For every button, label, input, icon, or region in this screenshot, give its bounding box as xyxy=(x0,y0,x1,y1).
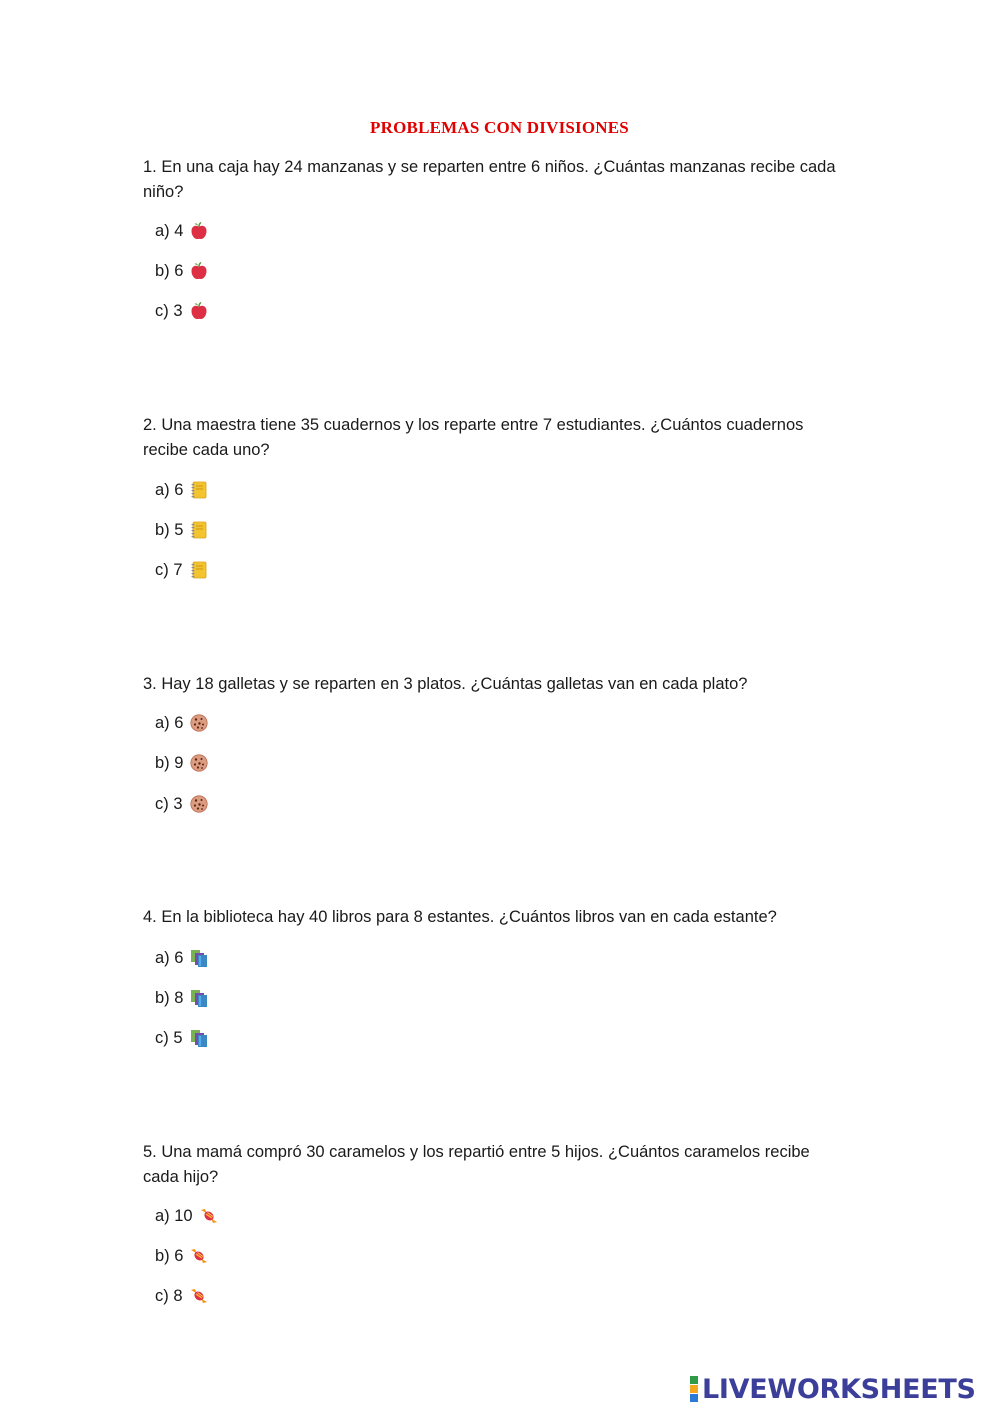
option-label: c) 5 xyxy=(155,1028,183,1047)
option-label: a) 10 xyxy=(155,1206,193,1225)
option-label: c) 7 xyxy=(155,560,183,579)
option-label: b) 6 xyxy=(155,261,184,280)
cookie-icon xyxy=(189,713,209,733)
option-label: c) 8 xyxy=(155,1286,183,1305)
cookie-icon xyxy=(189,753,209,773)
notebook-icon xyxy=(189,560,209,580)
candy-icon xyxy=(189,1286,209,1306)
option-label: c) 3 xyxy=(155,301,183,320)
question-5-option-a[interactable] xyxy=(155,1204,219,1228)
cookie-icon xyxy=(189,794,209,814)
option-label: a) 4 xyxy=(155,221,184,240)
option-label: b) 5 xyxy=(155,520,184,539)
notebook-icon xyxy=(189,480,209,500)
option-label: a) 6 xyxy=(155,713,184,732)
option-label: b) 6 xyxy=(155,1246,184,1265)
books-icon xyxy=(189,988,209,1008)
question-3-text: 3. Hay 18 galletas y se reparten en 3 platos. ¿Cuántas galletas van en cada plato? xyxy=(143,675,748,693)
question-3-option-a[interactable] xyxy=(155,711,209,735)
option-label: b) 8 xyxy=(155,988,184,1007)
question-2-option-b[interactable] xyxy=(155,518,209,542)
apple-icon xyxy=(189,261,209,281)
page-title: PROBLEMAS CON DIVISIONES xyxy=(370,118,629,137)
candy-icon xyxy=(199,1206,219,1226)
option-label: b) 9 xyxy=(155,753,184,772)
books-icon xyxy=(189,948,209,968)
logo-text: LIVEWORKSHEETS xyxy=(702,1373,976,1405)
question-1-option-a[interactable] xyxy=(155,219,209,243)
option-label: a) 6 xyxy=(155,948,184,967)
apple-icon xyxy=(189,221,209,241)
question-4-option-b[interactable] xyxy=(155,986,209,1010)
books-icon xyxy=(189,1028,209,1048)
liveworksheets-logo[interactable] xyxy=(690,1374,976,1404)
question-2-option-c[interactable] xyxy=(155,558,209,582)
question-3-option-b[interactable] xyxy=(155,751,209,775)
apple-icon xyxy=(189,301,209,321)
logo-mark-icon xyxy=(690,1376,698,1402)
option-label: c) 3 xyxy=(155,794,183,813)
question-1-text: 1. En una caja hay 24 manzanas y se reparten entre 6 niños. ¿Cuántas manzanas recibe cada niño? xyxy=(143,158,836,201)
question-5-text: 5. Una mamá compró 30 caramelos y los repartió entre 5 hijos. ¿Cuántos caramelos recibe cada hijo? xyxy=(143,1143,810,1186)
question-1-option-b[interactable] xyxy=(155,259,209,283)
question-4-option-a[interactable] xyxy=(155,946,209,970)
notebook-icon xyxy=(189,520,209,540)
question-4-text: 4. En la biblioteca hay 40 libros para 8 estantes. ¿Cuántos libros van en cada estante? xyxy=(143,908,777,926)
option-label: a) 6 xyxy=(155,480,184,499)
question-2-option-a[interactable] xyxy=(155,478,209,502)
question-2-text: 2. Una maestra tiene 35 cuadernos y los reparte entre 7 estudiantes. ¿Cuántos cuadernos recibe cada uno? xyxy=(143,416,804,459)
question-1-option-c[interactable] xyxy=(155,299,209,323)
candy-icon xyxy=(189,1246,209,1266)
question-3-option-c[interactable] xyxy=(155,792,209,816)
question-4-option-c[interactable] xyxy=(155,1026,209,1050)
question-5-option-b[interactable] xyxy=(155,1244,209,1268)
question-5-option-c[interactable] xyxy=(155,1284,209,1308)
